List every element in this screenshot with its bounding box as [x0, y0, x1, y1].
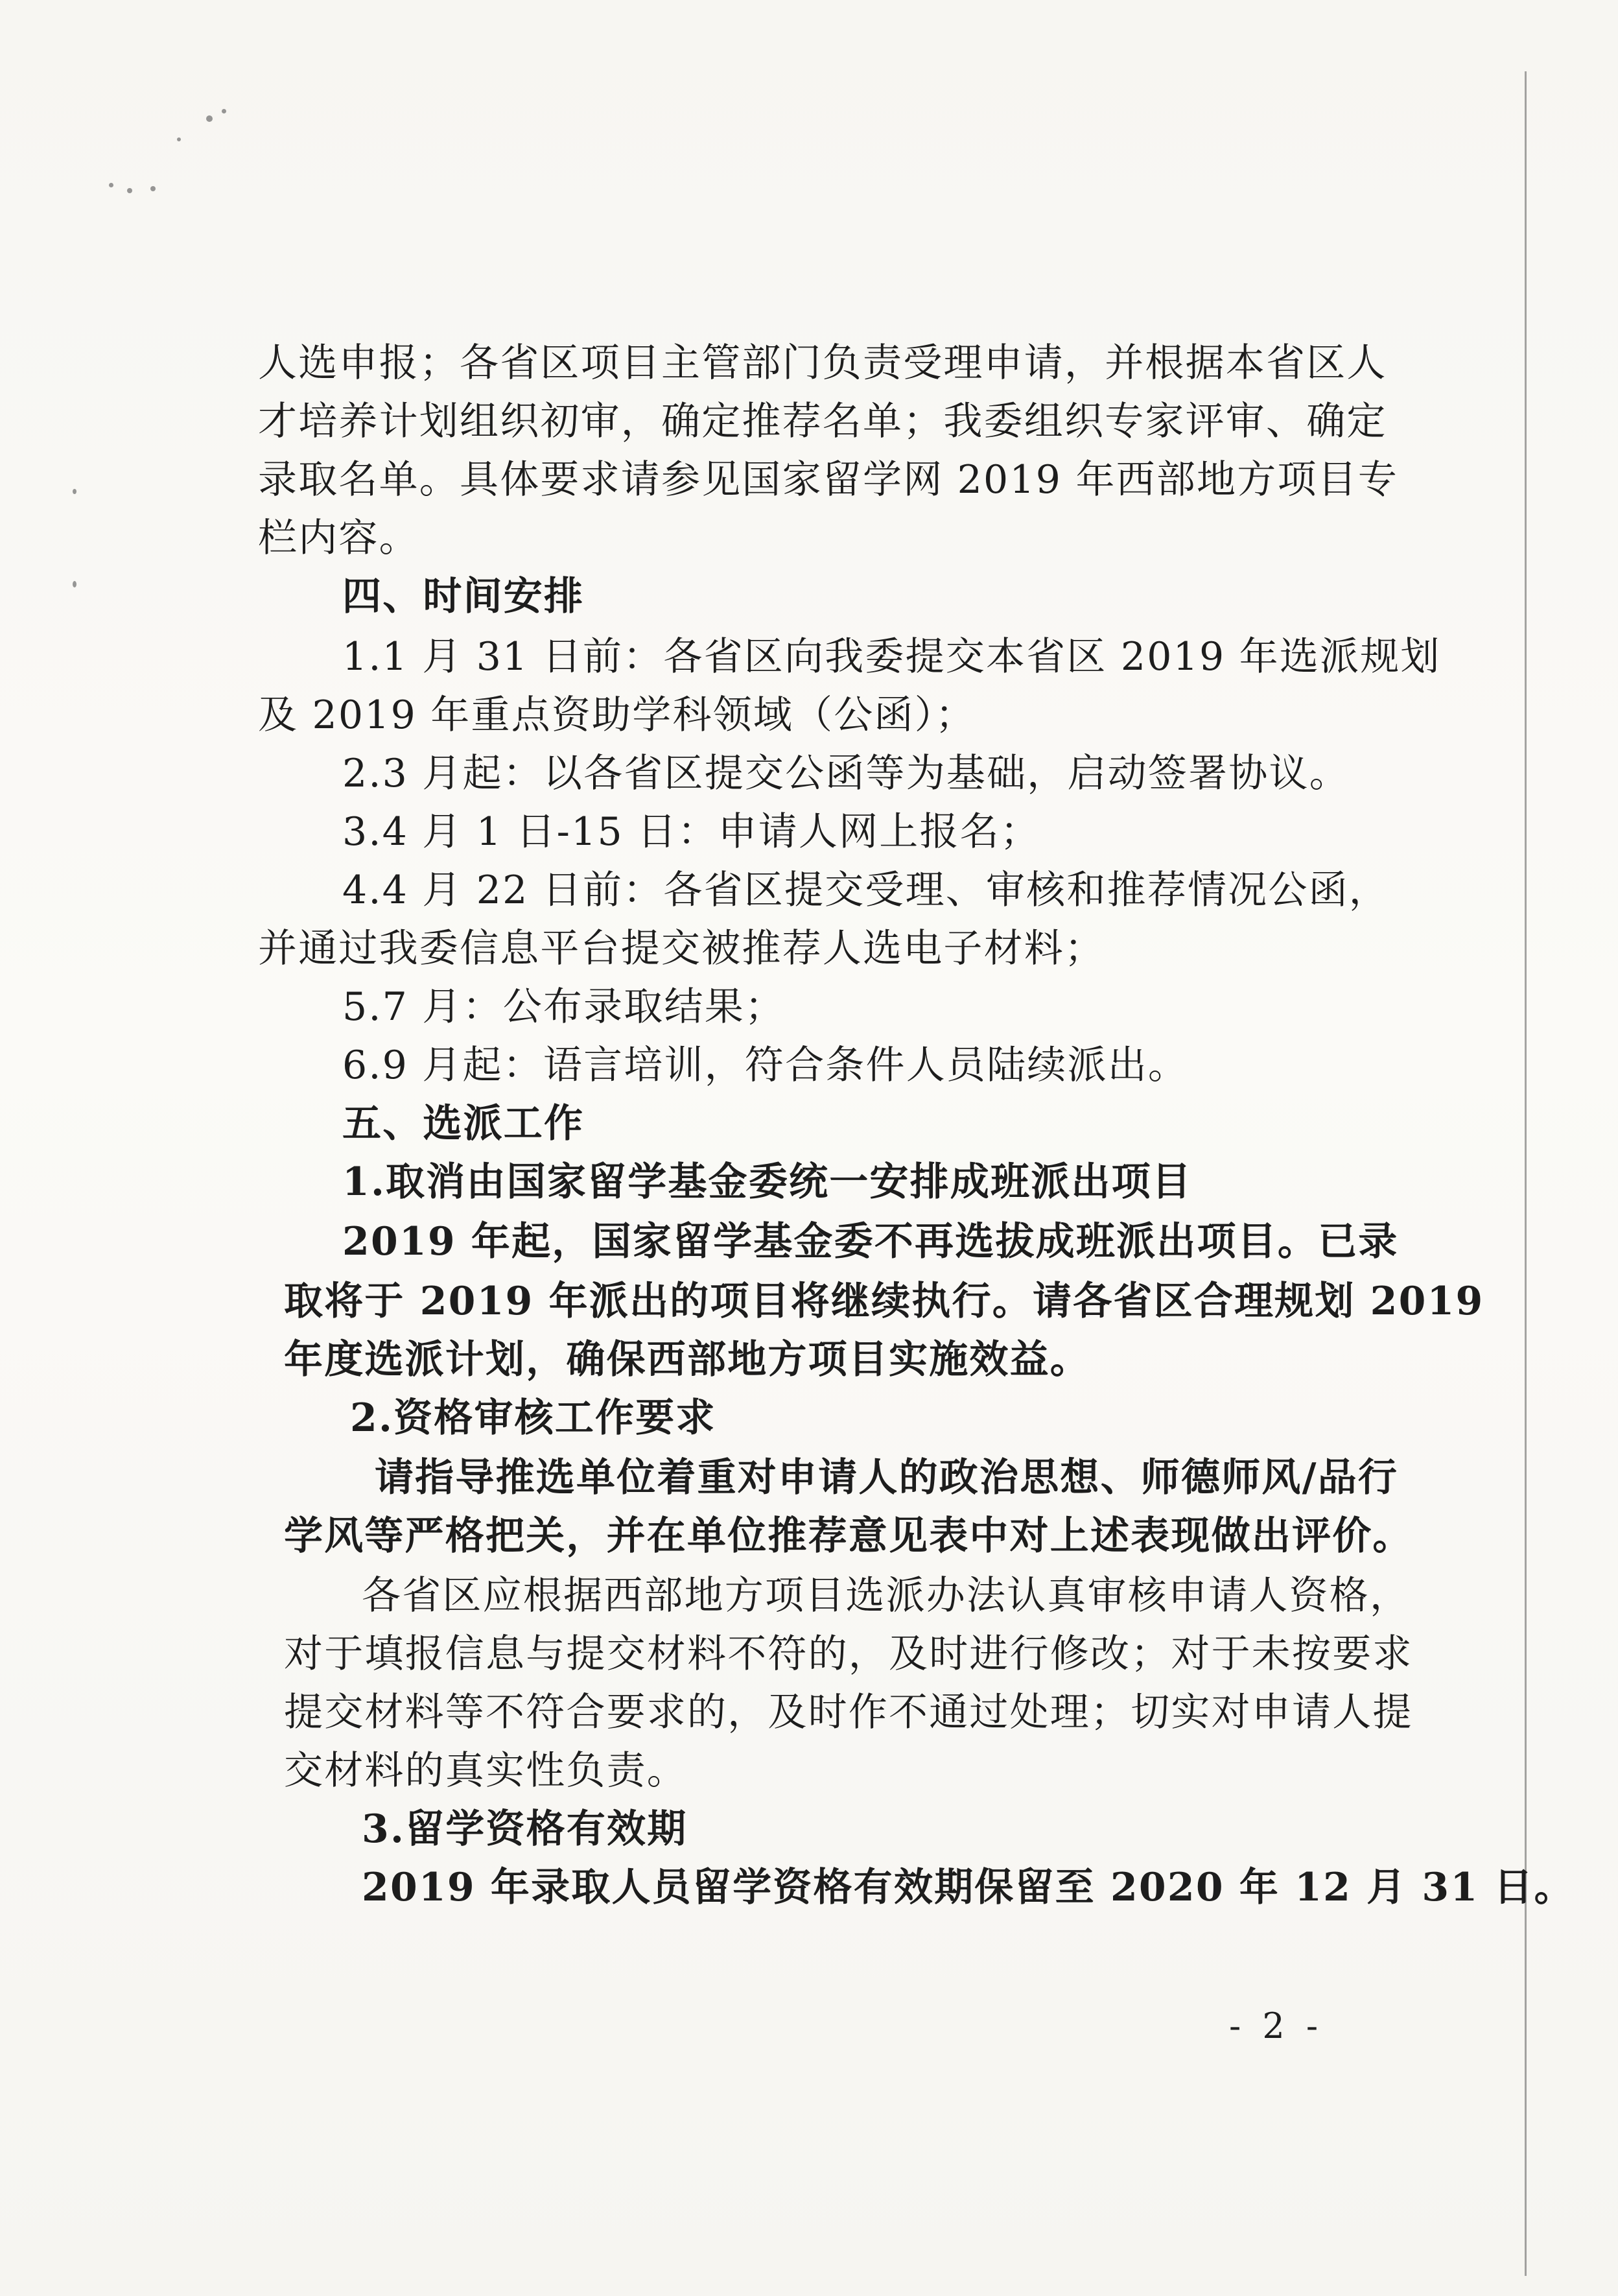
page-number: - 2 - [1229, 2006, 1324, 2046]
body-line: 各省区应根据西部地方项目选派办法认真审核申请人资格， [362, 1573, 1411, 1618]
body-line: 交材料的真实性负责。 [284, 1748, 687, 1793]
scan-speck [73, 489, 76, 494]
body-line: 2019 年录取人员留学资格有效期保留至 2020 年 12 月 31 日。 [362, 1865, 1575, 1910]
body-line: 人选申报；各省区项目主管部门负责受理申请，并根据本省区人 [258, 340, 1387, 386]
subsection-heading: 3.留学资格有效期 [362, 1806, 688, 1852]
schedule-item: 4.4 月 22 日前：各省区提交受理、审核和推荐情况公函， [342, 868, 1389, 913]
body-line: 录取名单。具体要求请参见国家留学网 2019 年西部地方项目专 [258, 457, 1399, 503]
body-line: 提交材料等不符合要求的，及时作不通过处理；切实对申请人提 [284, 1690, 1413, 1735]
subsection-heading: 2.资格审核工作要求 [350, 1395, 716, 1441]
schedule-item: 1.1 月 31 日前：各省区向我委提交本省区 2019 年选派规划 [342, 634, 1441, 680]
scan-speck [206, 115, 213, 122]
scan-edge-line [1525, 71, 1527, 2276]
schedule-item: 3.4 月 1 日-15 日：申请人网上报名； [342, 809, 1041, 855]
body-line: 取将于 2019 年派出的项目将继续执行。请各省区合理规划 2019 [284, 1279, 1484, 1324]
scan-speck [150, 186, 156, 191]
scan-speck [73, 581, 76, 587]
schedule-item-continued: 并通过我委信息平台提交被推荐人选电子材料； [258, 926, 1105, 971]
scan-speck [177, 137, 181, 141]
body-line: 栏内容。 [258, 515, 419, 561]
subsection-heading: 1.取消由国家留学基金委统一安排成班派出项目 [342, 1159, 1193, 1205]
schedule-item: 5.7 月：公布录取结果； [342, 984, 786, 1030]
schedule-item: 6.9 月起：语言培训，符合条件人员陆续派出。 [342, 1043, 1189, 1088]
body-line: 对于填报信息与提交材料不符的，及时进行修改；对于未按要求 [284, 1631, 1413, 1677]
body-line: 年度选派计划，确保西部地方项目实施效益。 [284, 1337, 1090, 1382]
section-heading-schedule: 四、时间安排 [342, 574, 585, 619]
scan-speck [127, 188, 132, 193]
body-line: 2019 年起，国家留学基金委不再选拔成班派出项目。已录 [342, 1219, 1399, 1264]
scan-speck [222, 109, 226, 113]
body-line: 请指导推选单位着重对申请人的政治思想、师德师风/品行 [375, 1455, 1399, 1500]
schedule-item-continued: 及 2019 年重点资助学科领域（公函）； [258, 692, 976, 738]
body-line: 学风等严格把关，并在单位推荐意见表中对上述表现做出评价。 [284, 1513, 1413, 1559]
body-line: 才培养计划组织初审，确定推荐名单；我委组织专家评审、确定 [258, 399, 1387, 444]
schedule-item: 2.3 月起：以各省区提交公函等为基础，启动签署协议。 [342, 751, 1350, 796]
scan-speck [109, 183, 113, 187]
section-heading-selection: 五、选派工作 [342, 1101, 585, 1146]
